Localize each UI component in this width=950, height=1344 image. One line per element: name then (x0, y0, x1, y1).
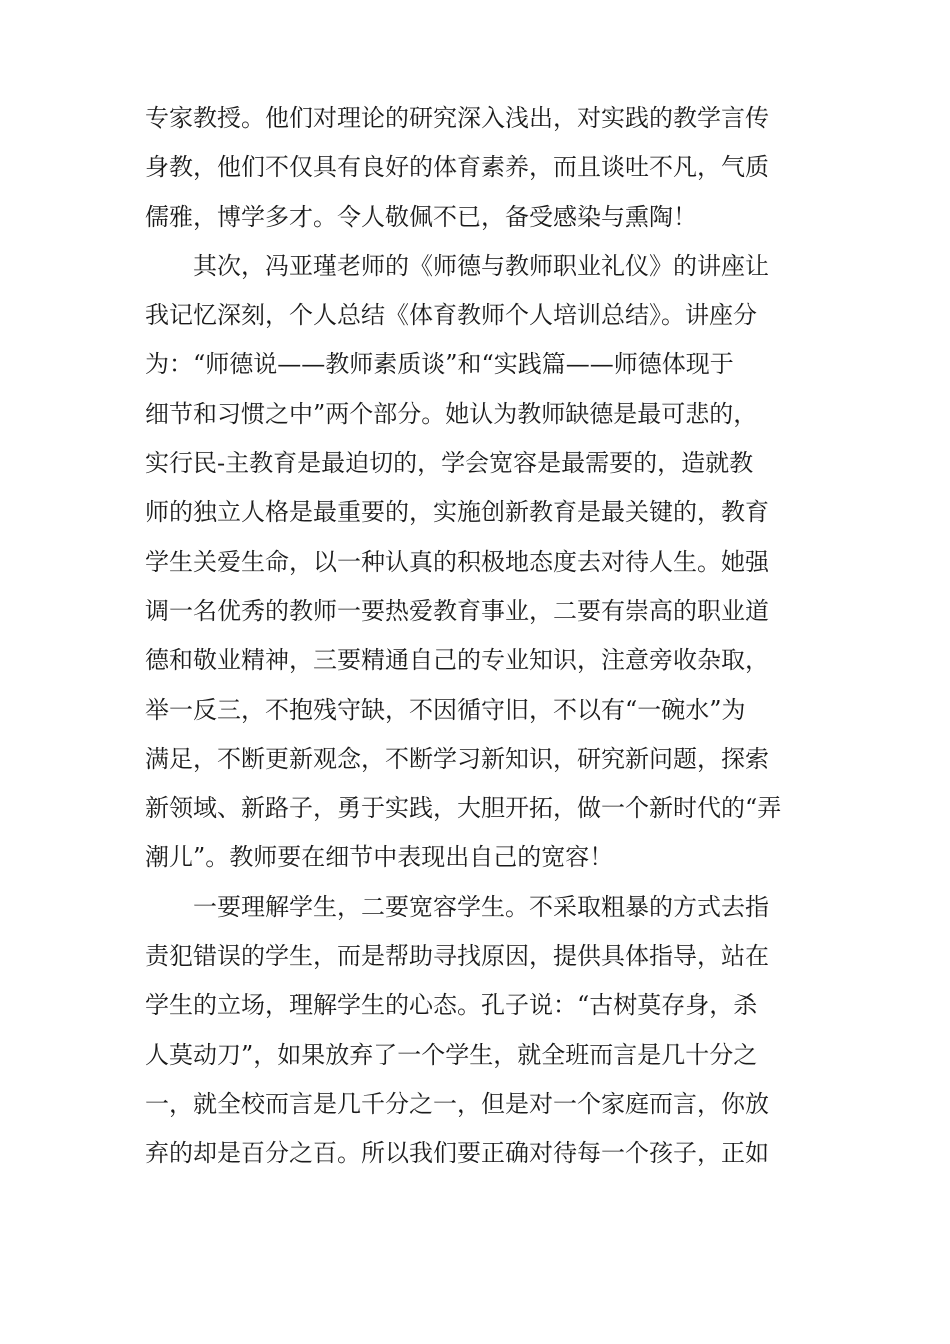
text-line: 调一名优秀的教师一要热爱教育事业，二要有崇高的职业道 (145, 596, 769, 625)
text-line: 专家教授。他们对理论的研究深入浅出，对实践的教学言传 (145, 104, 769, 132)
paragraph-start-line: 一要理解学生，二要宽容学生。不采取粗暴的方式去指 (193, 892, 769, 921)
text-line: 弃的却是百分之百。所以我们要正确对待每一个孩子，正如 (145, 1139, 769, 1168)
text-line: 责犯错误的学生，而是帮助寻找原因，提供具体指导，站在 (145, 942, 769, 971)
text-line: 我记忆深刻，个人总结《体育教师个人培训总结》。讲座分 (145, 301, 757, 330)
paragraph-start-line: 其次，冯亚瑾老师的《师德与教师职业礼仪》的讲座让 (193, 251, 769, 280)
text-line: 学生的立场，理解学生的心态。孔子说：“古树莫存身，杀 (145, 991, 758, 1020)
text-line: 新领域、新路子，勇于实践，大胆开拓，做一个新时代的“弄 (145, 794, 782, 823)
text-line: 一，就全校而言是几千分之一，但是对一个家庭而言，你放 (145, 1089, 769, 1118)
text-line: 满足，不断更新观念，不断学习新知识，研究新问题，探索 (145, 744, 769, 773)
text-line: 儒雅，博学多才。令人敬佩不已，备受感染与熏陶！ (145, 202, 697, 231)
text-line: 潮儿”。教师要在细节中表现出自己的宽容！ (145, 843, 614, 872)
document-body (145, 94, 810, 1179)
text-line: 实行民-主教育是最迫切的，学会宽容是最需要的，造就教 (145, 449, 754, 478)
text-line: 人莫动刀”，如果放弃了一个学生，就全班而言是几十分之 (145, 1040, 758, 1069)
text-line: 细节和习惯之中”两个部分。她认为教师缺德是最可悲的， (145, 399, 758, 428)
text-line: 为：“师德说——教师素质谈”和“实践篇——师德体现于 (145, 350, 734, 379)
text-line: 举一反三，不抱残守缺，不因循守旧，不以有“一碗水”为 (145, 695, 746, 724)
text-line: 学生关爱生命，以一种认真的积极地态度去对待人生。她强 (145, 547, 769, 576)
text-line: 师的独立人格是最重要的，实施创新教育是最关键的，教育 (145, 498, 769, 527)
text-line: 德和敬业精神，三要精通自己的专业知识，注意旁收杂取， (145, 646, 769, 675)
text-line: 身教，他们不仅具有良好的体育素养，而且谈吐不凡，气质 (145, 153, 769, 182)
